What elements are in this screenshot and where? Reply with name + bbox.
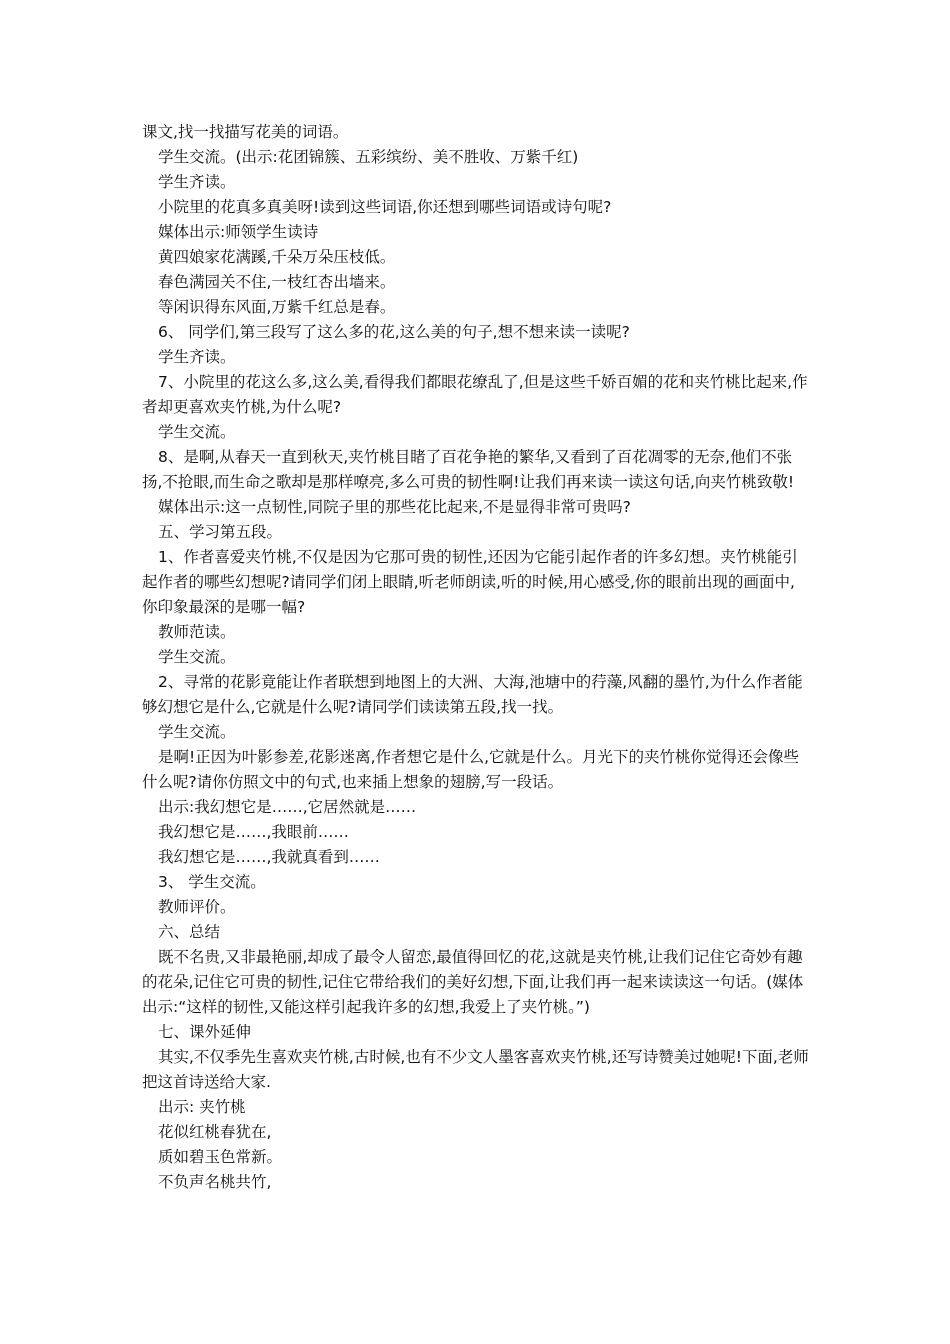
paragraph: 出示:我幻想它是……,它居然就是…… [158,798,417,816]
paragraph: 等闲识得东风面,万紫千红总是春。 [158,298,396,316]
paragraph: 小院里的花真多真美呀!读到这些词语,你还想到哪些词语或诗句呢? [158,198,612,216]
paragraph: 我幻想它是……,我就真看到…… [158,848,380,866]
paragraph: 是啊!正因为叶影参差,花影迷离,作者想它是什么,它就是什么。月光下的夹竹桃你觉得还会像些什么呢?请你仿照文中的句式,也来插上想象的翅膀,写一段话。 [142,748,799,791]
paragraph: 7、小院里的花这么多,这么美,看得我们都眼花缭乱了,但是这些千娇百媚的花和夹竹桃比起来,作者却更喜欢夹竹桃,为什么呢? [142,373,808,416]
paragraph: 春色满园关不住,一枝红杏出墙来。 [158,273,396,291]
paragraph: 学生交流。(出示:花团锦簇、五彩缤纷、美不胜收、万紫千红) [158,148,579,166]
paragraph: 质如碧玉色常新。 [158,1148,283,1166]
paragraph: 3、 学生交流。 [158,873,266,891]
paragraph: 出示: 夹竹桃 [158,1098,246,1116]
paragraph: 媒体出示:师领学生读诗 [158,223,319,241]
paragraph: 学生交流。 [158,648,236,666]
paragraph: 七、课外延伸 [158,1023,252,1041]
paragraph: 不负声名桃共竹, [158,1173,272,1191]
paragraph: 课文,找一找描写花美的词语。 [142,123,349,141]
paragraph: 学生交流。 [158,723,236,741]
paragraph: 黄四娘家花满蹊,千朵万朵压枝低。 [158,248,396,266]
paragraph: 学生交流。 [158,423,236,441]
paragraph: 学生齐读。 [158,348,236,366]
paragraph: 六、总结 [158,923,221,941]
document-body [142,120,810,1195]
paragraph: 教师范读。 [158,623,236,641]
paragraph: 1、作者喜爱夹竹桃,不仅是因为它那可贵的韧性,还因为它能引起作者的许多幻想。夹竹桃能引起作者的哪些幻想呢?请同学们闭上眼睛,听老师朗读,听的时候,用心感受,你的眼前出现的画面中,你印象最深的是哪一幅? [142,548,798,616]
paragraph: 6、 同学们,第三段写了这么多的花,这么美的句子,想不想来读一读呢? [158,323,630,341]
paragraph: 其实,不仅季先生喜欢夹竹桃,古时候,也有不少文人墨客喜欢夹竹桃,还写诗赞美过她呢!下面,老师把这首诗送给大家. [142,1048,809,1091]
paragraph: 8、是啊,从春天一直到秋天,夹竹桃目睹了百花争艳的繁华,又看到了百花凋零的无奈,他们不张扬,不抢眼,而生命之歌却是那样嘹亮,多么可贵的韧性啊!让我们再来读一读这句话,向夹竹桃致敬! [142,448,795,491]
paragraph: 花似红桃春犹在, [158,1123,272,1141]
paragraph: 教师评价。 [158,898,236,916]
paragraph: 学生齐读。 [158,173,236,191]
paragraph: 媒体出示:这一点韧性,同院子里的那些花比起来,不是显得非常可贵吗? [158,498,631,516]
paragraph: 2、寻常的花影竟能让作者联想到地图上的大洲、大海,池塘中的荇藻,风翻的墨竹,为什么作者能够幻想它是什么,它就是什么呢?请同学们读读第五段,找一找。 [142,673,803,716]
paragraph: 五、学习第五段。 [158,523,283,541]
paragraph: 我幻想它是……,我眼前…… [158,823,349,841]
paragraph: 既不名贵,又非最艳丽,却成了最令人留恋,最值得回忆的花,这就是夹竹桃,让我们记住它奇妙有趣的花朵,记住它可贵的韧性,记住它带给我们的美好幻想,下面,让我们再一起来读读这一句话。(媒体出示:“这样的韧性,又能这样引起我许多的幻想,我爱上了夹竹桃。”) [142,948,804,1016]
